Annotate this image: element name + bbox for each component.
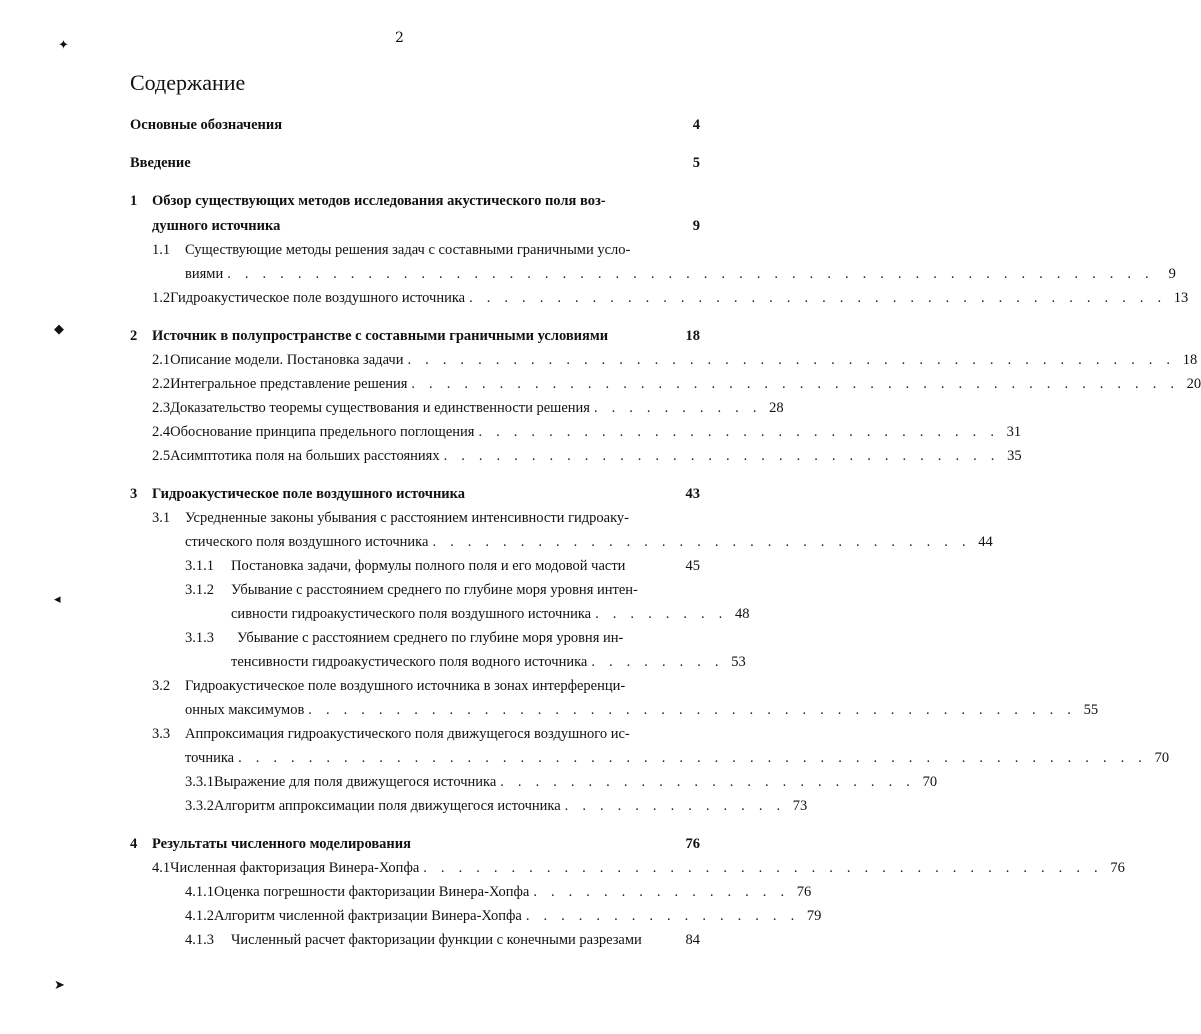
toc-section-1-1-cont[interactable]: виями . . . . . . . . . . . . . . . . . . . . . . . . . . . . . . . . . . . . . . . . . . . . . . . . . . . . . 9 (185, 266, 1176, 282)
leader-dots: . . . . . . . . . . . . . . . . . . . . . . . . (500, 774, 916, 790)
toc-subsection-3-1-1[interactable]: 3.1.1 Постановка задачи, формулы полного поля и его модовой части 45 (185, 558, 700, 574)
scan-mark: ➤ (54, 978, 65, 993)
toc-section-3-1-cont[interactable]: стического поля воздушного источника . . . . . . . . . . . . . . . . . . . . . . . . . . . . . . . 44 (185, 534, 993, 550)
toc-chapter-1[interactable]: 1 Обзор существующих методов исследования акустического поля воз- (130, 193, 606, 209)
toc-page-number: 70 (1154, 750, 1170, 766)
toc-subsection-4-1-3[interactable]: 4.1.3 Численный расчет факторизации функции с конечными разрезами 84 (185, 932, 700, 948)
toc-page-number: 9 (692, 218, 700, 234)
leader-dots: . . . . . . . . . . . . . . . . (525, 908, 800, 924)
toc-section-3-1[interactable]: 3.1 Усредненные законы убывания с расстоянием интенсивности гидроаку- (152, 510, 630, 526)
toc-page-number: 79 (806, 908, 822, 924)
toc-section-2-3[interactable]: 2.3 Доказательство теоремы существования и единственности решения . . . . . . . . . . 28 (152, 400, 784, 416)
leader-dots: . . . . . . . . . . . . . (564, 798, 786, 814)
toc-section-4-1[interactable]: 4.1 Численная факторизация Винера-Хопфа . . . . . . . . . . . . . . . . . . . . . . . . . . . . . . . . . . . . . . . 76 (152, 860, 1125, 876)
toc-page-number: 76 (1110, 860, 1125, 876)
toc-page-number: 84 (685, 932, 700, 948)
toc-page-number: 4 (692, 117, 700, 133)
leader-dots: . . . . . . . . . . . . . . . . . . . . . . . . . . . . . . . . . . . . . . . . . . . . (308, 702, 1077, 718)
toc-page-number: 44 (978, 534, 993, 550)
toc-chapter-3[interactable]: 3 Гидроакустическое поле воздушного источника 43 (130, 486, 700, 502)
toc-page-number: 76 (685, 836, 700, 852)
scan-mark: ✦ (58, 38, 69, 53)
toc-subsection-4-1-2[interactable]: 4.1.2 Алгоритм численной фактризации Винера-Хопфа . . . . . . . . . . . . . . . . 79 (185, 908, 822, 924)
page-number: 2 (395, 30, 404, 46)
toc-subsection-3-1-3[interactable]: 3.1.3 Убывание с расстоянием среднего по глубине моря уровня ин- (185, 630, 624, 646)
leader-dots: . . . . . . . . . . . . . . . . . . . . . . . . . . . . . . . . (443, 448, 1000, 464)
leader-dots: . . . . . . . . . . . . . . . . . . . . . . . . . . . . . . . . . . . . . . . . . . . . . . . . . . . . . (227, 266, 1154, 282)
toc-page-number: 35 (1007, 448, 1022, 464)
leader-dots: . . . . . . . . . . . . . . . . . . . . . . . . . . . . . . . . . . . . . . . . (469, 290, 1167, 306)
toc-section-3-3-cont[interactable]: точника . . . . . . . . . . . . . . . . . . . . . . . . . . . . . . . . . . . . . . . . . . . . . . . . . . . . 70 (185, 750, 1170, 766)
toc-subsection-3-3-2[interactable]: 3.3.2 Алгоритм аппроксимации поля движущегося источника . . . . . . . . . . . . . 73 (185, 798, 808, 814)
toc-page-number: 76 (796, 884, 812, 900)
toc-page-number: 18 (1182, 352, 1198, 368)
toc-page-number: 5 (692, 155, 700, 171)
toc-subsection-3-1-2-cont[interactable]: сивности гидроакустического поля воздушного источника . . . . . . . . 48 (231, 606, 750, 622)
scan-mark: ◆ (54, 322, 64, 337)
toc-page-number: 28 (769, 400, 784, 416)
toc-entry-intro[interactable]: Введение 5 (130, 155, 700, 171)
toc-chapter-1-cont[interactable]: душного источника 9 (152, 218, 700, 234)
leader-dots: . . . . . . . . (595, 606, 728, 622)
toc-subsection-3-1-3-cont[interactable]: тенсивности гидроакустического поля водного источника . . . . . . . . 53 (231, 654, 746, 670)
toc-chapter-4[interactable]: 4 Результаты численного моделирования 76 (130, 836, 700, 852)
toc-section-2-2[interactable]: 2.2 Интегральное представление решения . . . . . . . . . . . . . . . . . . . . . . . . . . . . . . . . . . . . . . . . . . . . 20 (152, 376, 1201, 392)
scan-mark: ◂ (54, 592, 61, 607)
toc-chapter-2[interactable]: 2 Источник в полупространстве с составными граничными условиями 18 (130, 328, 700, 344)
toc-page-number: 48 (735, 606, 750, 622)
toc-page-number: 55 (1083, 702, 1099, 718)
leader-dots: . . . . . . . . . . (593, 400, 762, 416)
leader-dots: . . . . . . . . . . . . . . . . . . . . . . . . . . . . . . (478, 424, 1000, 440)
toc-page-number: 53 (731, 654, 746, 670)
leader-dots: . . . . . . . . . . . . . . . . . . . . . . . . . . . . . . . . . . . . . . . . . . . . (407, 352, 1176, 368)
toc-section-2-4[interactable]: 2.4 Обоснование принципа предельного поглощения . . . . . . . . . . . . . . . . . . . . . . . . . . . . . . 31 (152, 424, 1022, 440)
toc-page-number: 13 (1173, 290, 1189, 306)
toc-page-number: 70 (922, 774, 938, 790)
toc-section-2-1[interactable]: 2.1 Описание модели. Постановка задачи . . . . . . . . . . . . . . . . . . . . . . . . . . . . . . . . . . . . . . . . . . . . 18 (152, 352, 1198, 368)
toc-subsection-4-1-1[interactable]: 4.1.1 Оценка погрешности факторизации Винера-Хопфа . . . . . . . . . . . . . . . 76 (185, 884, 812, 900)
toc-section-1-2[interactable]: 1.2 Гидроакустическое поле воздушного источника . . . . . . . . . . . . . . . . . . . . . . . . . . . . . . . . . . . . . . . . 13 (152, 290, 1189, 306)
toc-page-number: 43 (685, 486, 700, 502)
page-title: Содержание (130, 70, 246, 95)
toc-entry-notation[interactable]: Основные обозначения 4 (130, 117, 700, 133)
leader-dots: . . . . . . . . . . . . . . . . . . . . . . . . . . . . . . . . . . . . . . . (423, 860, 1103, 876)
toc-subsection-3-1-2[interactable]: 3.1.2 Убывание с расстоянием среднего по глубине моря уровня интен- (185, 582, 638, 598)
toc-subsection-3-3-1[interactable]: 3.3.1 Выражение для поля движущегося источника . . . . . . . . . . . . . . . . . . . . . . . . 70 (185, 774, 938, 790)
toc-page-number: 9 (1168, 266, 1176, 282)
toc-page-number: 18 (685, 328, 700, 344)
toc-page-number: 31 (1006, 424, 1022, 440)
toc-page-number: 20 (1186, 376, 1201, 392)
toc-page-number: 45 (685, 558, 700, 574)
toc-chapter-number: 1 (130, 193, 138, 209)
toc-section-3-2[interactable]: 3.2 Гидроакустическое поле воздушного источника в зонах интерференци- (152, 678, 626, 694)
leader-dots: . . . . . . . . . . . . . . . . . . . . . . . . . . . . . . . . . . . . . . . . . . . . (411, 376, 1180, 392)
leader-dots: . . . . . . . . . . . . . . . (533, 884, 790, 900)
toc-section-2-5[interactable]: 2.5 Асимптотика поля на больших расстояниях . . . . . . . . . . . . . . . . . . . . . . . . . . . . . . . . 35 (152, 448, 1022, 464)
leader-dots: . . . . . . . . (591, 654, 724, 670)
toc-page-number: 73 (792, 798, 808, 814)
toc-section-3-3[interactable]: 3.3 Аппроксимация гидроакустического поля движущегося воздушного ис- (152, 726, 630, 742)
leader-dots: . . . . . . . . . . . . . . . . . . . . . . . . . . . . . . . (432, 534, 971, 550)
toc-section-3-2-cont[interactable]: онных максимумов . . . . . . . . . . . . . . . . . . . . . . . . . . . . . . . . . . . . . . . . . . . . 55 (185, 702, 1099, 718)
leader-dots: . . . . . . . . . . . . . . . . . . . . . . . . . . . . . . . . . . . . . . . . . . . . . . . . . . . . (238, 750, 1148, 766)
toc-section-1-1[interactable]: 1.1 Существующие методы решения задач с составными граничными усло- (152, 242, 631, 258)
